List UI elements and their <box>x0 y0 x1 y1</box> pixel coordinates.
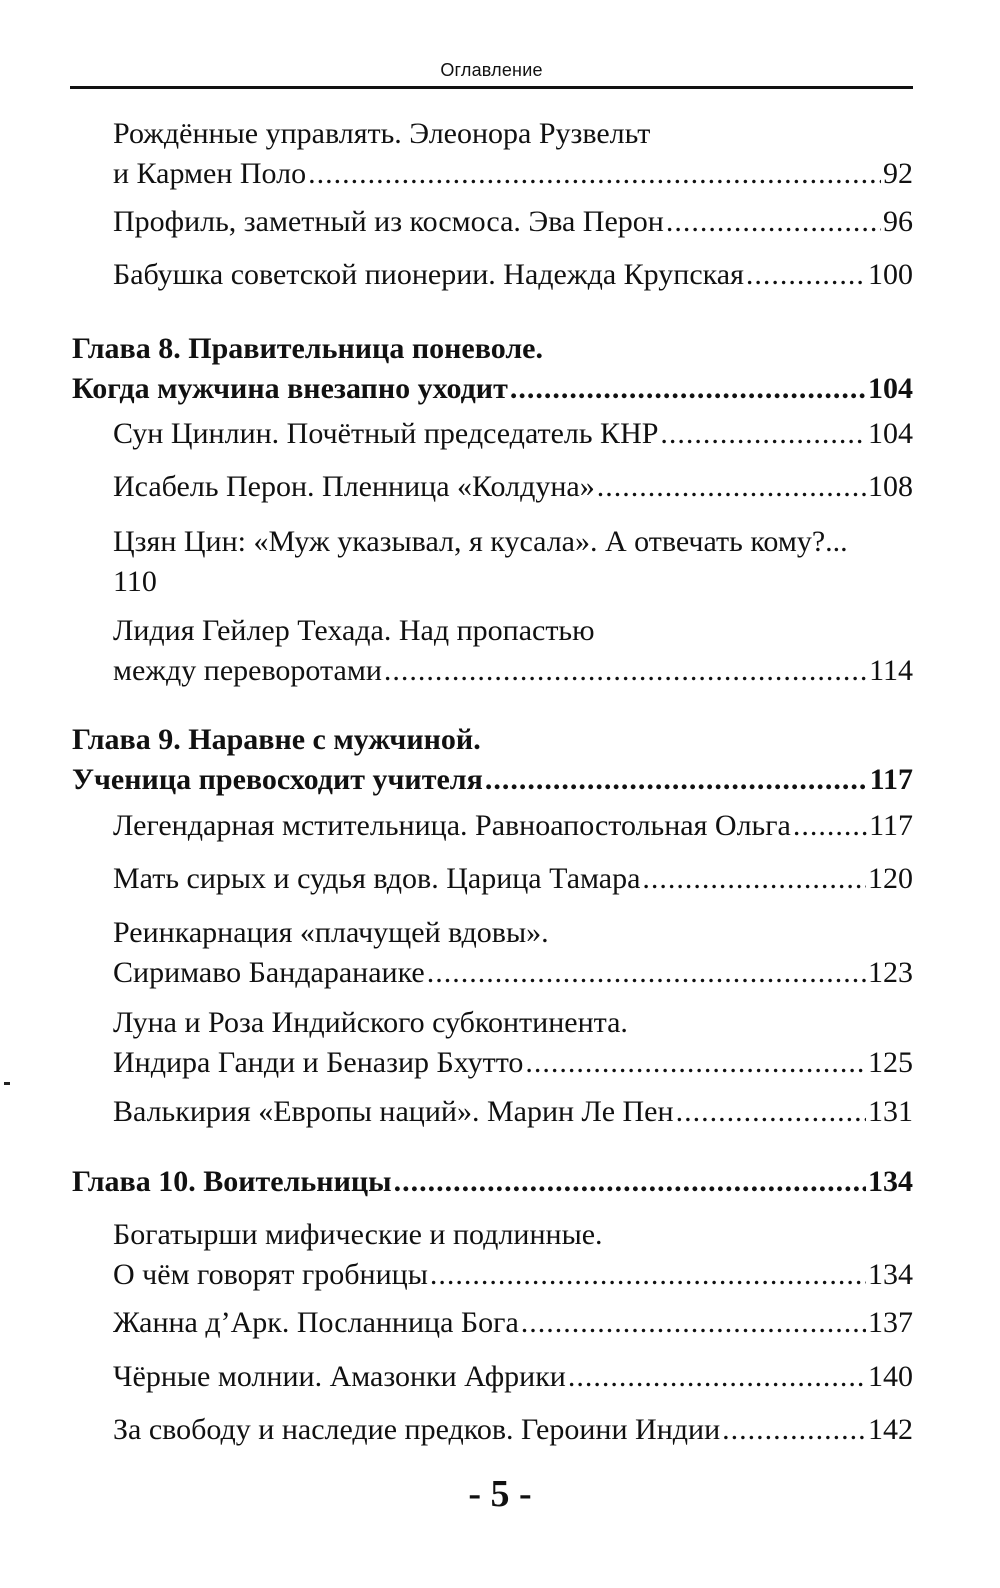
toc-page-number: 114 <box>869 654 913 687</box>
toc-entry[interactable] <box>113 1410 913 1450</box>
dot-leader <box>746 255 866 295</box>
toc-entry-title-line: Лидия Гейлер Техада. Над пропастью <box>113 614 595 647</box>
toc-page-number: 131 <box>868 1095 913 1128</box>
toc-entry-title: Сиримаво Бандаранаике <box>113 956 425 989</box>
toc-page-number: 125 <box>868 1046 913 1079</box>
dot-leader <box>568 1357 866 1397</box>
toc-entry-title: За свободу и наследие предков. Героини Индии <box>113 1413 721 1446</box>
toc-entry[interactable] <box>113 1092 913 1132</box>
toc-entry-title: О чём говорят гробницы <box>113 1258 428 1291</box>
toc-chapter-title-line: Глава 8. Правительница поневоле. <box>72 332 543 365</box>
toc-entry-title: Сун Цинлин. Почётный председатель КНР <box>113 417 659 450</box>
toc-entry-title: Профиль, заметный из космоса. Эва Перон <box>113 205 664 238</box>
toc-entry-title: Жанна д’Арк. Посланница Бога <box>113 1306 519 1339</box>
toc-entry-title: Валькирия «Европы наций». Марин Ле Пен <box>113 1095 674 1128</box>
toc-entry-title: Чёрные молнии. Амазонки Африки <box>113 1360 566 1393</box>
toc-entry-title: Легендарная мстительница. Равноапостольная Ольга <box>113 809 791 842</box>
dot-leader <box>642 859 866 899</box>
toc-entry-title-line: Богатырши мифические и подлинные. <box>113 1218 603 1251</box>
margin-mark <box>4 1082 10 1085</box>
toc-entry[interactable] <box>113 414 913 454</box>
toc-entry[interactable] <box>113 255 913 295</box>
toc-entry[interactable] <box>113 1357 913 1397</box>
toc-entry[interactable] <box>113 1003 913 1083</box>
toc-entry-title: Бабушка советской пионерии. Надежда Крупская <box>113 258 744 291</box>
toc-entry-title-line: Луна и Роза Индийского субконтинента. <box>113 1006 628 1039</box>
toc-entry[interactable] <box>113 913 913 993</box>
toc-entry-title-line: Рождённые управлять. Элеонора Рузвельт <box>113 117 651 150</box>
dot-leader <box>722 1410 866 1450</box>
toc-page-number: 96 <box>883 205 913 238</box>
toc-entry[interactable] <box>113 522 913 602</box>
toc-page-number: 120 <box>868 862 913 895</box>
toc-page-number: 134 <box>868 1258 913 1291</box>
dot-leader <box>430 1255 866 1295</box>
toc-page-number: 104 <box>868 372 913 405</box>
toc-entry[interactable] <box>113 202 913 242</box>
toc-entry[interactable] <box>113 611 913 691</box>
toc-page-number: 140 <box>868 1360 913 1393</box>
toc-page-number: 123 <box>868 956 913 989</box>
dot-leader <box>384 651 867 691</box>
toc-entry[interactable] <box>113 859 913 899</box>
toc-entry[interactable] <box>113 467 913 507</box>
dot-leader <box>666 202 881 242</box>
toc-entry-title: между переворотами <box>113 654 382 687</box>
toc-entry[interactable] <box>113 1303 913 1343</box>
toc-entry-title: и Кармен Поло <box>113 157 307 190</box>
toc-entry-title-line: Реинкарнация «плачущей вдовы». <box>113 916 549 949</box>
toc-page-number: 134 <box>868 1165 913 1198</box>
toc-chapter[interactable] <box>72 329 913 409</box>
dot-leader <box>308 154 881 194</box>
toc-page-number: 92 <box>883 157 913 190</box>
page-number: - 5 - <box>468 1473 532 1515</box>
toc-page-number: 108 <box>868 470 913 503</box>
dot-leader <box>485 760 868 800</box>
toc-chapter-title: Когда мужчина внезапно уходит <box>72 372 508 405</box>
toc-chapter[interactable] <box>72 720 913 800</box>
dot-leader <box>793 806 867 846</box>
dot-leader <box>660 414 866 454</box>
header-rule <box>70 86 913 89</box>
toc-entry[interactable] <box>113 114 913 194</box>
dot-leader <box>676 1092 866 1132</box>
toc-entry[interactable] <box>113 806 913 846</box>
toc-page-number: 110 <box>113 565 157 598</box>
dot-leader <box>394 1162 866 1202</box>
toc-chapter-title: Ученица превосходит учителя <box>72 763 483 796</box>
toc-entry-title-line: Цзян Цин: «Муж указывал, я кусала». А отвечать кому?... <box>113 525 848 558</box>
toc-entry-title: Мать сирых и судья вдов. Царица Тамара <box>113 862 641 895</box>
dot-leader <box>525 1043 866 1083</box>
toc-page-number: 137 <box>868 1306 913 1339</box>
running-header: Оглавление <box>440 60 543 80</box>
toc-chapter-title-line: Глава 9. Наравне с мужчиной. <box>72 723 481 756</box>
toc-chapter[interactable] <box>72 1162 913 1202</box>
toc-page-number: 142 <box>868 1413 913 1446</box>
toc-page-number: 117 <box>869 763 913 796</box>
dot-leader <box>510 369 866 409</box>
toc-page-number: 100 <box>868 258 913 291</box>
dot-leader <box>521 1303 866 1343</box>
toc-page-number: 104 <box>868 417 913 450</box>
toc-entry-title: Исабель Перон. Пленница «Колдуна» <box>113 470 595 503</box>
toc-entry[interactable] <box>113 1215 913 1295</box>
toc-page-number: 117 <box>869 809 913 842</box>
toc-entry-title: Индира Ганди и Беназир Бхутто <box>113 1046 524 1079</box>
toc-chapter-title: Глава 10. Воительницы <box>72 1165 392 1198</box>
dot-leader <box>597 467 866 507</box>
dot-leader <box>427 953 866 993</box>
